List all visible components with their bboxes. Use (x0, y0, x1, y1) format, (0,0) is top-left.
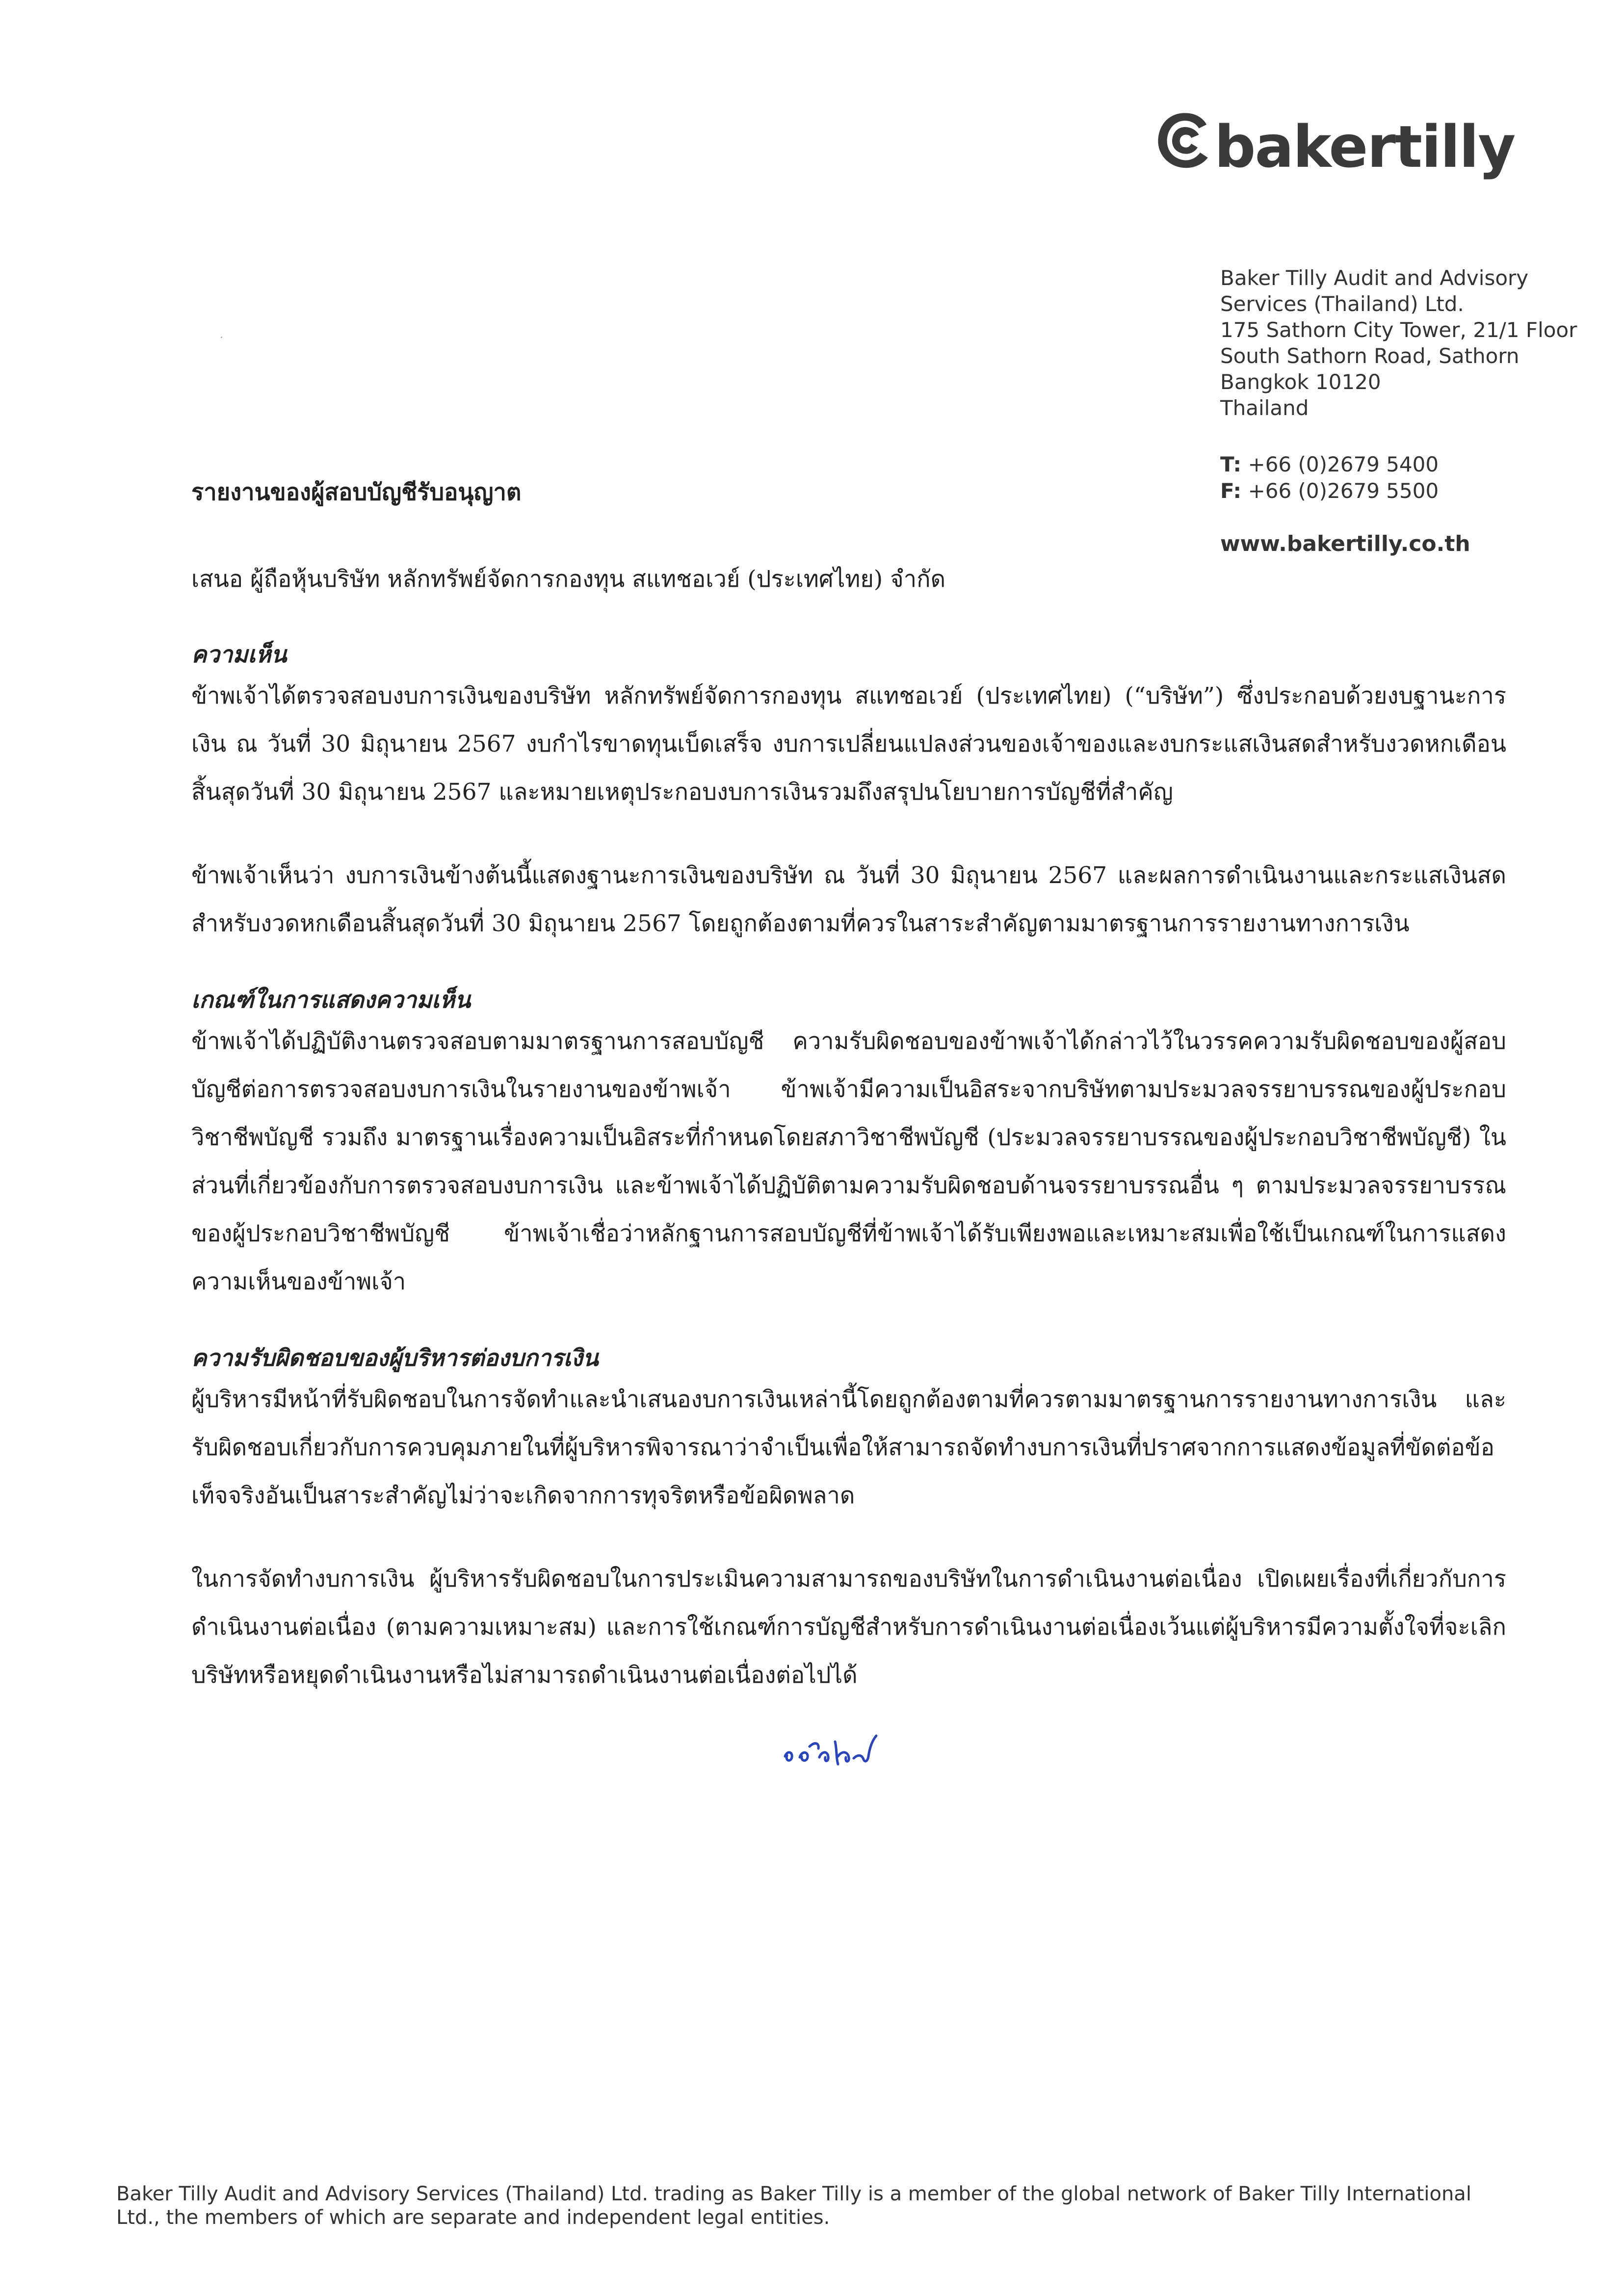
address-line: Services (Thailand) Ltd. (1220, 292, 1464, 316)
section-basis-for-opinion (191, 983, 1506, 1306)
report-title: รายงานของผู้สอบบัญชีรับอนุญาต (191, 479, 522, 506)
address-line: South Sathorn Road, Sathorn (1220, 344, 1519, 368)
contact-numbers (1220, 451, 1439, 504)
section-heading: ความเห็น (191, 641, 287, 668)
section-heading: ความรับผิดชอบของผู้บริหารต่องบการเงิน (191, 1345, 599, 1372)
company-logo (1153, 101, 1515, 209)
address-line: 175 Sathorn City Tower, 21/1 Floor (1220, 318, 1577, 342)
address-line: Thailand (1220, 396, 1309, 420)
fax-label: F: (1220, 479, 1242, 503)
address-line: Baker Tilly Audit and Advisory (1220, 266, 1529, 290)
brand-wordmark: bakertilly (1214, 113, 1515, 181)
address-line: Bangkok 10120 (1220, 370, 1381, 394)
website-link[interactable]: www.bakertilly.co.th (1220, 531, 1470, 556)
report-addressee: เสนอ ผู้ถือหุ้นบริษัท หลักทรัพย์จัดการกองทุน สแทชอเวย์ (ประเทศไทย) จำกัด (191, 566, 946, 593)
paragraph: ข้าพเจ้าได้ตรวจสอบงบการเงินของบริษัท หลักทรัพย์จัดการกองทุน สแทชอเวย์ (ประเทศไทย) (“บริษัท”) ซึ่งประกอบด้วยงบฐานะการเงิน ณ วันที่ 30 มิถุนายน 2567 งบกำไรขาดทุนเบ็ดเสร็จ งบการเปลี่ยนแปลงส่วนของเจ้าของและงบกระแสเงินสดสำหรับงวดหกเดือนสิ้นสุดวันที่ 30 มิถุนายน 2567 และหมายเหตุประกอบงบการเงินรวมถึงสรุปนโยบายการบัญชีที่สำคัญ (191, 682, 1506, 806)
paragraph: ข้าพเจ้าเห็นว่า งบการเงินข้างต้นนี้แสดงฐานะการเงินของบริษัท ณ วันที่ 30 มิถุนายน 2567 และผลการดำเนินงานและกระแสเงินสดสำหรับงวดหกเดือนสิ้นสุดวันที่ 30 มิถุนายน 2567 โดยถูกต้องตามที่ควรในสาระสำคัญตามมาตรฐานการรายงานทางการเงิน (191, 862, 1506, 937)
fax-row (1220, 478, 1439, 504)
paragraph: ข้าพเจ้าได้ปฏิบัติงานตรวจสอบตามมาตรฐานการสอบบัญชี ความรับผิดชอบของข้าพเจ้าได้กล่าวไว้ในวรรคความรับผิดชอบของผู้สอบบัญชีต่อการตรวจสอบงบการเงินในรายงานของข้าพเจ้า ข้าพเจ้ามีความเป็นอิสระจากบริษัทตามประมวลจรรยาบรรณของผู้ประกอบวิชาชีพบัญชี รวมถึง มาตรฐานเรื่องความเป็นอิสระที่กำหนดโดยสภาวิชาชีพบัญชี (ประมวลจรรยาบรรณของผู้ประกอบวิชาชีพบัญชี) ในส่วนที่เกี่ยวข้องกับการตรวจสอบงบการเงิน และข้าพเจ้าได้ปฏิบัติตามความรับผิดชอบด้านจรรยาบรรณอื่น ๆ ตามประมวลจรรยาบรรณของผู้ประกอบวิชาชีพบัญชี ข้าพเจ้าเชื่อว่าหลักฐานการสอบบัญชีที่ข้าพเจ้าได้รับเพียงพอและเหมาะสมเพื่อใช้เป็นเกณฑ์ในการแสดงความเห็นของข้าพเจ้า (191, 1028, 1506, 1295)
office-address (1220, 265, 1593, 421)
section-heading: เกณฑ์ในการแสดงความเห็น (191, 987, 471, 1014)
fax-number: +66 (0)2679 5500 (1248, 479, 1439, 503)
paragraph: ในการจัดทำงบการเงิน ผู้บริหารรับผิดชอบในการประเมินความสามารถของบริษัทในการดำเนินงานต่อเนื่อง เปิดเผยเรื่องที่เกี่ยวกับการดำเนินงานต่อเนื่อง (ตามความเหมาะสม) และการใช้เกณฑ์การบัญชีสำหรับการดำเนินงานต่อเนื่องเว้นแต่ผู้บริหารมีความตั้งใจที่จะเลิกบริษัทหรือหยุดดำเนินงานหรือไม่สามารถดำเนินงานต่อเนื่องต่อไปได้ (191, 1565, 1506, 1689)
section-management-responsibilities (191, 1341, 1506, 1699)
section-opinion (191, 638, 1506, 948)
phone-number: +66 (0)2679 5400 (1248, 452, 1439, 476)
phone-label: T: (1220, 452, 1242, 476)
phone-row (1220, 451, 1439, 478)
scan-speck (221, 337, 222, 338)
baker-tilly-swirl-icon (1153, 108, 1217, 172)
footer-disclaimer: Baker Tilly Audit and Advisory Services (Thailand) Ltd. trading as Baker Tilly is a member of the global network of Baker Tilly International Ltd., the members of which are separate and independent legal entities. (116, 2183, 1471, 2229)
handwritten-initials (780, 1727, 908, 1771)
paragraph: ผู้บริหารมีหน้าที่รับผิดชอบในการจัดทำและนำเสนองบการเงินเหล่านี้โดยถูกต้องตามที่ควรตามมาตรฐานการรายงานทางการเงิน และรับผิดชอบเกี่ยวกับการควบคุมภายในที่ผู้บริหารพิจารณาว่าจำเป็นเพื่อให้สามารถจัดทำงบการเงินที่ปราศจากการแสดงข้อมูลที่ขัดต่อข้อเท็จจริงอันเป็นสาระสำคัญไม่ว่าจะเกิดจากการทุจริตหรือข้อผิดพลาด (191, 1386, 1506, 1509)
report-body (191, 638, 1506, 1699)
